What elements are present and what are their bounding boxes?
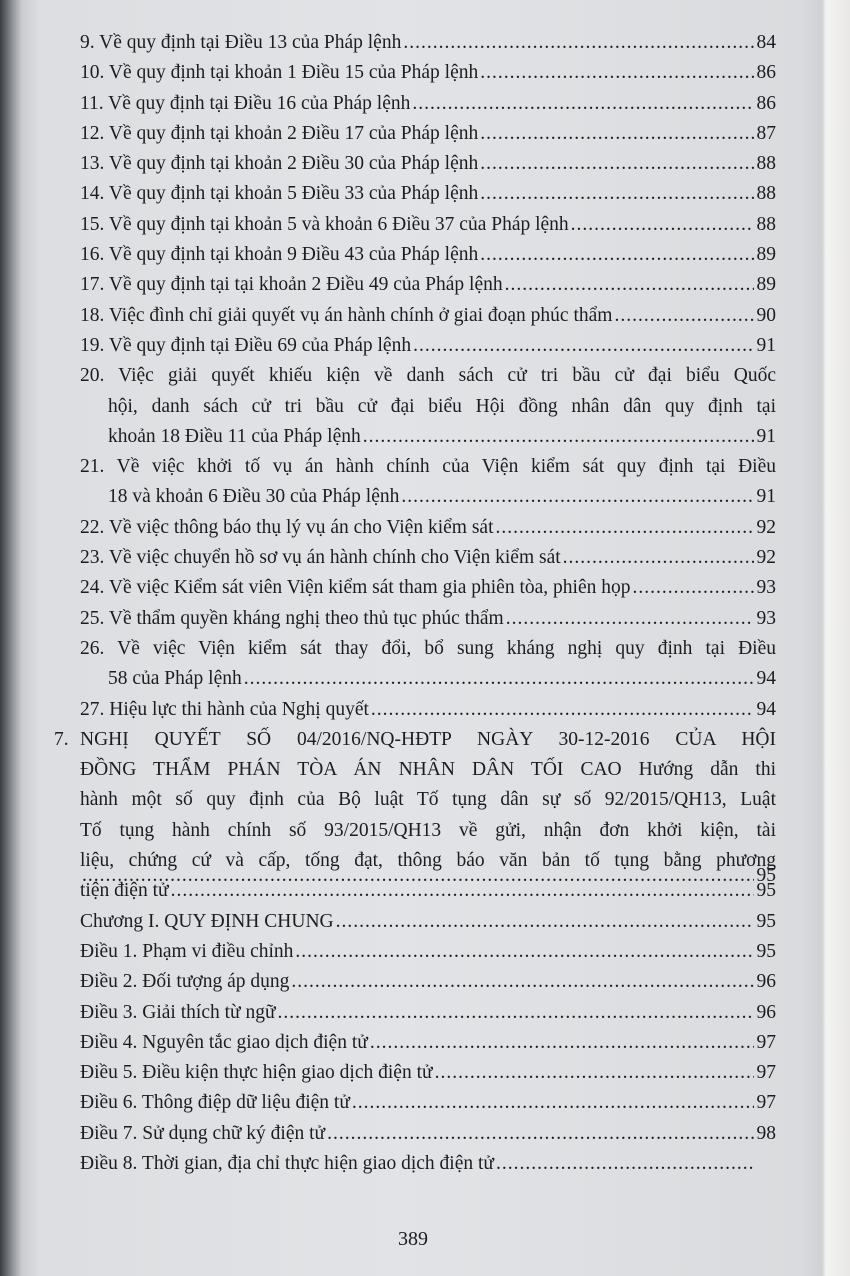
- dot-leader: [244, 664, 754, 694]
- entry-text: 22. Về việc thông báo thụ lý vụ án cho Viện kiểm sát: [80, 516, 494, 538]
- entry-page: 93: [756, 577, 776, 599]
- entry-number: 7.: [54, 728, 69, 750]
- entry-line: [80, 270, 776, 300]
- dot-leader: [506, 604, 754, 634]
- entry-line: [80, 664, 776, 694]
- dot-leader: [496, 1149, 754, 1179]
- entry-page: 92: [756, 516, 776, 538]
- entry-page: 95: [756, 910, 776, 932]
- entry-page: 98: [756, 1122, 776, 1144]
- toc-entry: [80, 149, 776, 179]
- entry-page: 94: [756, 668, 776, 690]
- entry-text: khoản 18 Điều 11 của Pháp lệnh: [108, 425, 361, 447]
- dot-leader: [435, 1058, 754, 1088]
- entry-line: [80, 967, 776, 997]
- entry-line: [80, 937, 776, 967]
- entry-text: Điều 3. Giải thích từ ngữ: [80, 1001, 276, 1023]
- entry-line: [80, 634, 776, 664]
- entry-page: 88: [756, 153, 776, 175]
- dot-leader: [401, 482, 754, 512]
- toc-entry: [80, 604, 776, 634]
- entry-text: 17. Về quy định tại tại khoản 2 Điều 49 của Pháp lệnh: [80, 274, 503, 296]
- dot-leader: [480, 149, 754, 179]
- entry-page: 91: [756, 425, 776, 447]
- entry-line: [80, 392, 776, 422]
- toc-entry: [80, 573, 776, 603]
- toc-entry: [80, 967, 776, 997]
- dot-leader: [633, 573, 755, 603]
- entry-text: Điều 4. Nguyên tắc giao dịch điện tử: [80, 1031, 368, 1053]
- dot-leader: [563, 543, 754, 573]
- toc-entry: [80, 210, 776, 240]
- entry-line: [80, 876, 776, 906]
- entry-line: [80, 58, 776, 88]
- toc-entry: [80, 270, 776, 300]
- entry-text: Điều 2. Đối tượng áp dụng: [80, 971, 290, 993]
- entry-line: [80, 1028, 776, 1058]
- toc-entry: [80, 28, 776, 58]
- entry-page: 87: [756, 122, 776, 144]
- entry-page: 94: [756, 698, 776, 720]
- entry-text: Điều 5. Điều kiện thực hiện giao dịch điện tử: [80, 1062, 433, 1084]
- entry-text: 18 và khoản 6 Điều 30 của Pháp lệnh: [108, 486, 400, 508]
- entry-line: [80, 361, 776, 391]
- entry-line: [80, 240, 776, 270]
- entry-page: 90: [756, 304, 776, 326]
- toc-entry: [80, 937, 776, 967]
- toc-entry: [80, 179, 776, 209]
- entry-line: [80, 785, 776, 815]
- dot-leader: [413, 331, 754, 361]
- toc-entry: [80, 634, 776, 695]
- entry-page: 86: [756, 62, 776, 84]
- entry-page: 95: [756, 940, 776, 962]
- entry-line: [80, 210, 776, 240]
- entry-line: [80, 816, 776, 846]
- dot-leader: [370, 1028, 754, 1058]
- entry-line: [80, 998, 776, 1028]
- entry-text: 24. Về việc Kiểm sát viên Viện kiểm sát tham gia phiên tòa, phiên họp: [80, 577, 631, 599]
- entry-page: 86: [756, 92, 776, 114]
- entry-page: 96: [756, 971, 776, 993]
- entry-line: [80, 89, 776, 119]
- entry-line: [80, 1058, 776, 1088]
- entry-line: [80, 695, 776, 725]
- entry-page: 84: [756, 32, 776, 53]
- entry-line: [80, 452, 776, 482]
- toc-entry: [80, 301, 776, 331]
- entry-text: 14. Về quy định tại khoản 5 Điều 33 của Pháp lệnh: [80, 183, 479, 205]
- dot-leader: [614, 301, 754, 331]
- entry-text: NGHỊ QUYẾT SỐ 04/2016/NQ-HĐTP NGÀY 30-12-2016 CỦA HỘI: [80, 728, 776, 750]
- entry-line: [80, 725, 776, 755]
- entry-text: Điều 6. Thông điệp dữ liệu điện tử: [80, 1092, 350, 1114]
- entry-text: 16. Về quy định tại khoản 9 Điều 43 của Pháp lệnh: [80, 244, 479, 266]
- dot-leader: [505, 270, 754, 300]
- entry-line: [80, 28, 776, 58]
- entry-text: 26. Về việc Viện kiểm sát thay đổi, bổ sung kháng nghị quy định tại Điều: [80, 637, 776, 659]
- entry-line: [80, 755, 776, 785]
- toc-entry: [80, 1088, 776, 1118]
- toc-entry: [80, 361, 776, 452]
- toc-entry: [80, 998, 776, 1028]
- dot-leader: [291, 967, 754, 997]
- entry-text: 18. Việc đình chỉ giải quyết vụ án hành chính ở giai đoạn phúc thẩm: [80, 304, 613, 326]
- entry-text: hành một số quy định của Bộ luật Tố tụng dân sự số 92/2015/QH13, Luật: [80, 789, 776, 811]
- dot-leader: [371, 695, 754, 725]
- dot-leader: [480, 58, 754, 88]
- entry-text: 21. Về việc khởi tố vụ án hành chính của Viện kiểm sát quy định tại Điều: [80, 456, 776, 478]
- toc-entry: [80, 452, 776, 513]
- entry-text: 58 của Pháp lệnh: [108, 668, 242, 690]
- dot-leader: [496, 513, 755, 543]
- toc-entry: [80, 1028, 776, 1058]
- toc-entry: [80, 240, 776, 270]
- entry-line: [80, 604, 776, 634]
- entry-page: 89: [756, 244, 776, 266]
- toc-entry: [80, 907, 776, 937]
- entry-text: Điều 8. Thời gian, địa chỉ thực hiện giao dịch điện tử: [80, 1152, 494, 1174]
- entry-text: 15. Về quy định tại khoản 5 và khoản 6 Điều 37 của Pháp lệnh: [80, 213, 569, 235]
- entry-line: [80, 422, 776, 452]
- entry-page: 88: [756, 183, 776, 205]
- toc-entry: [80, 1149, 776, 1179]
- dot-leader: [480, 179, 754, 209]
- entry-text: liệu, chứng cứ và cấp, tống đạt, thông báo văn bản tố tụng bằng phương: [80, 850, 776, 872]
- entry-text: 19. Về quy định tại Điều 69 của Pháp lệnh: [80, 334, 412, 356]
- entry-line: [80, 482, 776, 512]
- dot-leader: [278, 998, 754, 1028]
- dot-leader: [171, 876, 754, 906]
- dot-leader: [336, 907, 754, 937]
- entry-page: 92: [756, 547, 776, 569]
- entry-line: [80, 573, 776, 603]
- entry-line: [80, 301, 776, 331]
- entry-text: 12. Về quy định tại khoản 2 Điều 17 của Pháp lệnh: [80, 122, 479, 144]
- dot-leader: [571, 210, 754, 240]
- entry-text: 25. Về thẩm quyền kháng nghị theo thủ tục phúc thẩm: [80, 607, 504, 629]
- toc-entry: [54, 725, 776, 907]
- toc-entry: [80, 543, 776, 573]
- entry-page: 93: [756, 607, 776, 629]
- entry-text: hội, danh sách cử tri bầu cử đại biểu Hội đồng nhân dân quy định tại: [108, 395, 776, 417]
- entry-line: [80, 1119, 776, 1149]
- entry-line: [80, 331, 776, 361]
- entry-text: ĐỒNG THẨM PHÁN TÒA ÁN NHÂN DÂN TỐI CAO Hướng dẫn thi: [80, 759, 776, 781]
- toc-entry: [80, 89, 776, 119]
- entry-text: 23. Về việc chuyển hồ sơ vụ án hành chính cho Viện kiểm sát: [80, 547, 561, 569]
- entry-page: 95: [756, 865, 776, 887]
- dot-leader: [480, 240, 754, 270]
- toc-entry: [80, 331, 776, 361]
- entry-page: 89: [756, 274, 776, 296]
- entry-text: Điều 1. Phạm vi điều chỉnh: [80, 940, 294, 962]
- entry-line: [80, 1149, 776, 1179]
- entry-line: [80, 1088, 776, 1118]
- entry-text: 9. Về quy định tại Điều 13 của Pháp lệnh: [80, 32, 402, 53]
- page-number: 389: [398, 1228, 428, 1250]
- entry-line: [80, 179, 776, 209]
- toc-entry: [80, 513, 776, 543]
- entry-page: 97: [756, 1092, 776, 1114]
- entry-page: 91: [756, 486, 776, 508]
- toc-entry: [80, 695, 776, 725]
- dot-leader: [295, 937, 754, 967]
- entry-text: 13. Về quy định tại khoản 2 Điều 30 của Pháp lệnh: [80, 153, 479, 175]
- entry-text: Chương I. QUY ĐỊNH CHUNG: [80, 910, 334, 932]
- entry-text: Tố tụng hành chính số 93/2015/QH13 về gửi, nhận đơn khởi kiện, tài: [80, 819, 776, 841]
- dot-leader: [480, 119, 754, 149]
- table-of-contents: [54, 28, 776, 1179]
- entry-line: [80, 543, 776, 573]
- entry-page: 97: [756, 1062, 776, 1084]
- toc-entry: [80, 1058, 776, 1088]
- entry-text: tiện điện tử: [80, 880, 169, 902]
- entry-line: [80, 119, 776, 149]
- dot-leader: [327, 1119, 754, 1149]
- toc-entry: [80, 1119, 776, 1149]
- entry-text: 20. Việc giải quyết khiếu kiện về danh sách cử tri bầu cử đại biểu Quốc: [80, 365, 776, 387]
- entry-line: [80, 513, 776, 543]
- dot-leader: [412, 89, 754, 119]
- entry-text: 10. Về quy định tại khoản 1 Điều 15 của Pháp lệnh: [80, 62, 479, 84]
- entry-page: 91: [756, 334, 776, 356]
- toc-entry: [80, 58, 776, 88]
- entry-line: [80, 907, 776, 937]
- entry-text: 27. Hiệu lực thi hành của Nghị quyết: [80, 698, 369, 720]
- dot-leader: [352, 1088, 754, 1118]
- entry-page: 97: [756, 1031, 776, 1053]
- entry-page: 88: [756, 213, 776, 235]
- entry-page: 96: [756, 1001, 776, 1023]
- entry-page: 95: [756, 880, 776, 902]
- entry-line: [80, 149, 776, 179]
- dot-leader: [403, 28, 754, 58]
- entry-text: Điều 7. Sử dụng chữ ký điện tử: [80, 1122, 326, 1144]
- toc-entry: [80, 119, 776, 149]
- entry-text: 11. Về quy định tại Điều 16 của Pháp lệnh: [80, 92, 411, 114]
- dot-leader: [363, 422, 754, 452]
